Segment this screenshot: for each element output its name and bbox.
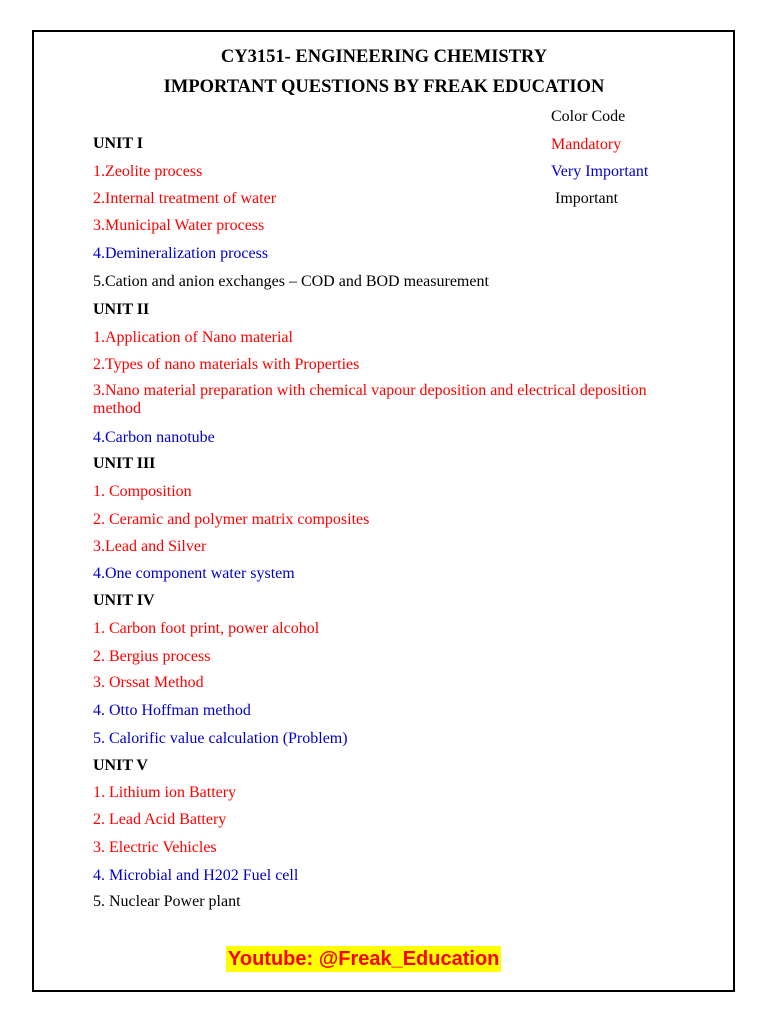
document-subtitle: IMPORTANT QUESTIONS BY FREAK EDUCATION: [163, 77, 605, 97]
question-item: 1. Carbon foot print, power alcohol: [93, 620, 320, 637]
youtube-channel-label: Youtube: @Freak_Education: [228, 948, 500, 970]
unit-heading: UNIT III: [93, 455, 156, 472]
question-item: 3.Nano material preparation with chemical vapour deposition and electrical deposition method: [93, 382, 647, 417]
unit-heading: UNIT IV: [93, 592, 155, 609]
question-item: 1. Composition: [93, 483, 192, 500]
question-item: 4.Demineralization process: [93, 245, 269, 262]
legend-important: Important: [555, 190, 619, 207]
question-item: 4.One component water system: [93, 565, 295, 582]
document-title: CY3151- ENGINEERING CHEMISTRY: [220, 47, 548, 67]
question-item: 3. Orssat Method: [93, 674, 204, 691]
question-item: 3.Lead and Silver: [93, 538, 207, 555]
unit-heading: UNIT II: [93, 301, 150, 318]
question-item: 4. Microbial and H202 Fuel cell: [93, 867, 299, 884]
question-item: 1.Zeolite process: [93, 163, 203, 180]
question-item: 2. Ceramic and polymer matrix composites: [93, 511, 370, 528]
question-item: 5. Nuclear Power plant: [93, 893, 241, 910]
question-item: 1. Lithium ion Battery: [93, 784, 237, 801]
question-item: 3.Municipal Water process: [93, 217, 265, 234]
question-item: 3. Electric Vehicles: [93, 839, 217, 856]
question-item: 2.Internal treatment of water: [93, 190, 277, 207]
question-item: 2. Bergius process: [93, 648, 211, 665]
question-item: 5. Calorific value calculation (Problem): [93, 730, 348, 747]
legend-very-important: Very Important: [551, 163, 649, 180]
legend-heading: Color Code: [551, 108, 626, 125]
unit-heading: UNIT V: [93, 757, 148, 774]
question-item: 4. Otto Hoffman method: [93, 702, 251, 719]
question-item: 2.Types of nano materials with Properties: [93, 356, 360, 373]
legend-mandatory: Mandatory: [551, 136, 622, 153]
question-item: 5.Cation and anion exchanges – COD and BOD measurement: [93, 273, 489, 290]
question-item: 2. Lead Acid Battery: [93, 811, 227, 828]
question-item: 4.Carbon nanotube: [93, 429, 215, 446]
unit-heading: UNIT I: [93, 135, 143, 152]
question-item: 1.Application of Nano material: [93, 329, 293, 346]
